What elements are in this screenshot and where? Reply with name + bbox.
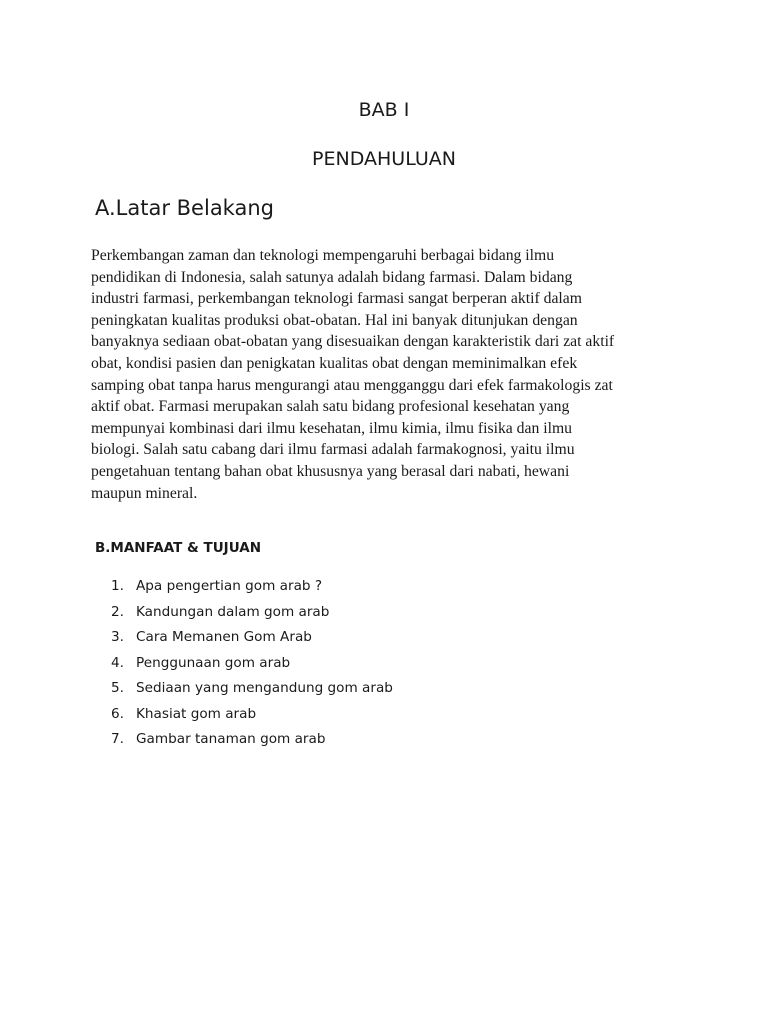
list-item-number: 7.: [111, 731, 124, 747]
list-item-number: 1.: [111, 578, 124, 594]
list-item-text: Gambar tanaman gom arab: [136, 731, 326, 747]
section-b-heading: B.MANFAAT & TUJUAN: [95, 540, 261, 556]
list-item: [111, 603, 393, 629]
paragraph-line: pendidikan di Indonesia, salah satunya adalah bidang farmasi. Dalam bidang: [91, 268, 573, 286]
paragraph-line: Perkembangan zaman dan teknologi mempengaruhi berbagai bidang ilmu: [91, 247, 555, 264]
paragraph-line: obat, kondisi pasien dan penigkatan kualitas obat dengan meminimalkan efek: [91, 354, 578, 372]
paragraph-line: mempunyai kombinasi dari ilmu kesehatan, ilmu kimia, ilmu fisika dan ilmu: [91, 419, 573, 437]
paragraph-line: industri farmasi, perkembangan teknologi farmasi sangat berperan aktif dalam: [91, 290, 582, 308]
paragraph-line: samping obat tanpa harus mengurangi atau mengganggu dari efek farmakologis zat: [91, 376, 613, 394]
section-a-heading: A.Latar Belakang: [95, 196, 274, 220]
paragraph-line: biologi. Salah satu cabang dari ilmu farmasi adalah farmakognosi, yaitu ilmu: [91, 441, 575, 459]
paragraph-line: maupun mineral.: [91, 484, 198, 502]
chapter-number: BAB I: [358, 99, 410, 121]
list-item-text: Kandungan dalam gom arab: [136, 603, 330, 620]
list-item: [111, 730, 393, 756]
list-item: [111, 577, 393, 603]
paragraph-line: aktif obat. Farmasi merupakan salah satu bidang profesional kesehatan yang: [91, 398, 570, 416]
paragraph-line: pengetahuan tentang bahan obat khususnya yang berasal dari nabati, hewani: [91, 462, 570, 480]
list-item-text: Apa pengertian gom arab ?: [136, 578, 323, 594]
list-item-number: 5.: [111, 680, 124, 696]
chapter-title: PENDAHULUAN: [312, 148, 456, 170]
list-item-text: Sediaan yang mengandung gom arab: [136, 680, 393, 696]
body-paragraph: [91, 245, 691, 504]
paragraph-line: banyaknya sediaan obat-obatan yang disesuaikan dengan karakteristik dari zat aktif: [91, 333, 615, 351]
list-item-text: Penggunaan gom arab: [136, 654, 291, 671]
list-item: [111, 705, 393, 731]
list-item: [111, 679, 393, 705]
list-item-number: 4.: [111, 654, 124, 671]
list-item: [111, 628, 393, 654]
list-item-number: 3.: [111, 629, 124, 645]
list-item: [111, 654, 393, 680]
list-item-text: Khasiat gom arab: [136, 705, 257, 722]
numbered-list: [111, 577, 393, 756]
list-item-number: 2.: [111, 603, 124, 620]
list-item-text: Cara Memanen Gom Arab: [136, 629, 312, 645]
paragraph-line: peningkatan kualitas produksi obat-obatan. Hal ini banyak ditunjukan dengan: [91, 311, 578, 329]
list-item-number: 6.: [111, 705, 124, 722]
